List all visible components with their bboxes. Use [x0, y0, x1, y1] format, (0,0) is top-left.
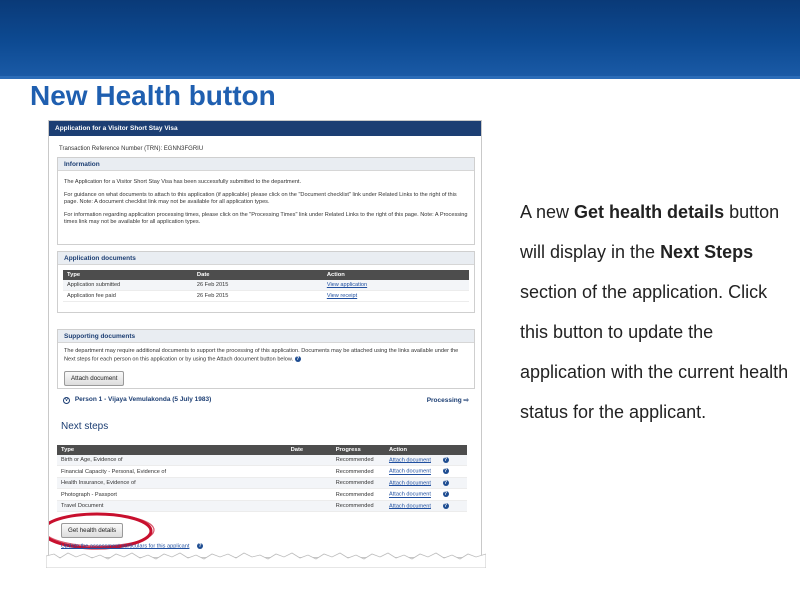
- attach-document-link[interactable]: Attach document: [388, 457, 431, 464]
- supporting-documents-heading: Supporting documents: [58, 330, 474, 343]
- help-icon[interactable]: ?: [296, 355, 300, 362]
- help-icon[interactable]: ?: [444, 502, 448, 509]
- cell-date: [287, 500, 332, 511]
- column-header: Date: [193, 270, 323, 280]
- table-row: [63, 291, 469, 302]
- update-assessment-link[interactable]: Update the assessment particulars for this applicant: [61, 543, 190, 550]
- next-steps-heading: Next steps: [61, 421, 109, 432]
- processing-status: Processing: [426, 397, 462, 404]
- information-text-1: The Application for a Visitor Short Stay Visa has been successfully submitted to the department.: [64, 179, 302, 185]
- cell-progress: Recommended: [332, 466, 385, 477]
- cell-date: [287, 455, 332, 466]
- information-panel: [57, 157, 475, 245]
- cell-date: 26 Feb 2015: [193, 280, 323, 291]
- column-header: Progress: [332, 445, 385, 455]
- header-band: [0, 0, 800, 76]
- trn-text: Transaction Reference Number (TRN): EGNN3FGRIU: [59, 146, 204, 152]
- help-icon[interactable]: ?: [444, 479, 448, 486]
- description-bold-next-steps: Next Steps: [660, 242, 754, 262]
- cell-type: Financial Capacity - Personal, Evidence of: [57, 466, 287, 477]
- slide-title: New Health button: [30, 80, 276, 111]
- application-title-bar: Application for a Visitor Short Stay Visa: [49, 121, 481, 136]
- application-documents-panel: [57, 251, 475, 313]
- attach-document-link[interactable]: Attach document: [388, 503, 431, 510]
- help-icon[interactable]: ?: [444, 457, 448, 463]
- table-row: [57, 489, 467, 500]
- cell-type: Health Insurance, Evidence of: [57, 477, 287, 488]
- column-header: Type: [57, 445, 287, 455]
- help-icon[interactable]: ?: [444, 491, 448, 498]
- chevron-down-icon[interactable]: v: [63, 397, 70, 404]
- supporting-documents-text: The department may require additional documents to support the processing of this application. Documents may be attached using the links available under the Next steps for each person on this application or by using the Attach document button below.: [64, 348, 459, 362]
- information-text-2: For guidance on what documents to attach to this application (if applicable) please click on the "Document checklist" link under Related Links to the right of this page. Note: A document checklist link may not be available for all application types.: [64, 191, 457, 205]
- screenshot-panel: [48, 120, 482, 558]
- cell-progress: Recommended: [332, 489, 385, 500]
- column-header: Date: [287, 445, 332, 455]
- help-icon[interactable]: ?: [198, 543, 202, 549]
- application-documents-table: [63, 270, 469, 302]
- application-documents-heading: Application documents: [58, 252, 474, 265]
- table-row: [57, 455, 467, 466]
- person-row[interactable]: [57, 393, 475, 407]
- cell-date: [287, 466, 332, 477]
- column-header: Type: [63, 270, 193, 280]
- information-heading: Information: [58, 158, 474, 171]
- view-receipt-link[interactable]: View receipt: [326, 293, 358, 299]
- cell-date: 26 Feb 2015: [193, 291, 323, 302]
- description-text: A new Get health details button will display in the Next Steps section of the application. Click this button to update the application with the current health status for the applicant.: [520, 202, 789, 422]
- attach-document-link[interactable]: Attach document: [388, 491, 431, 498]
- cell-date: [287, 489, 332, 500]
- next-steps-table: [57, 445, 467, 512]
- information-text-3: For information regarding application processing times, please click on the "Processing Times" link under Related Links to the right of this page. Note: A Processing times link may not be available for all application types.: [64, 211, 468, 225]
- cell-progress: Recommended: [332, 477, 385, 488]
- cell-type: Application submitted: [63, 280, 193, 291]
- help-icon[interactable]: ?: [444, 468, 448, 475]
- column-header: Action: [385, 445, 467, 455]
- attach-document-button[interactable]: Attach document: [64, 371, 124, 386]
- description-bold-health: Get health details: [574, 202, 725, 222]
- header-divider: [0, 76, 800, 79]
- cell-type: Photograph - Passport: [57, 489, 287, 500]
- column-header: Action: [323, 270, 469, 280]
- person-label: Person 1 - Vijaya Vemulakonda (5 July 1983): [74, 396, 212, 403]
- cell-type: Travel Document: [57, 500, 287, 511]
- arrow-right-icon: ⇨: [463, 397, 469, 404]
- table-row: [63, 280, 469, 291]
- cell-type: Application fee paid: [63, 291, 193, 302]
- table-row: [57, 466, 467, 477]
- cell-progress: Recommended: [332, 500, 385, 511]
- attach-document-link[interactable]: Attach document: [388, 480, 431, 487]
- attach-document-link[interactable]: Attach document: [388, 468, 431, 475]
- cell-type: Birth or Age, Evidence of: [57, 455, 287, 466]
- get-health-details-button[interactable]: Get health details: [61, 523, 123, 538]
- cell-date: [287, 477, 332, 488]
- view-application-link[interactable]: View application: [326, 282, 368, 288]
- cell-progress: Recommended: [332, 455, 385, 466]
- table-row: [57, 477, 467, 488]
- torn-edge: [46, 550, 486, 568]
- supporting-documents-panel: [57, 329, 475, 389]
